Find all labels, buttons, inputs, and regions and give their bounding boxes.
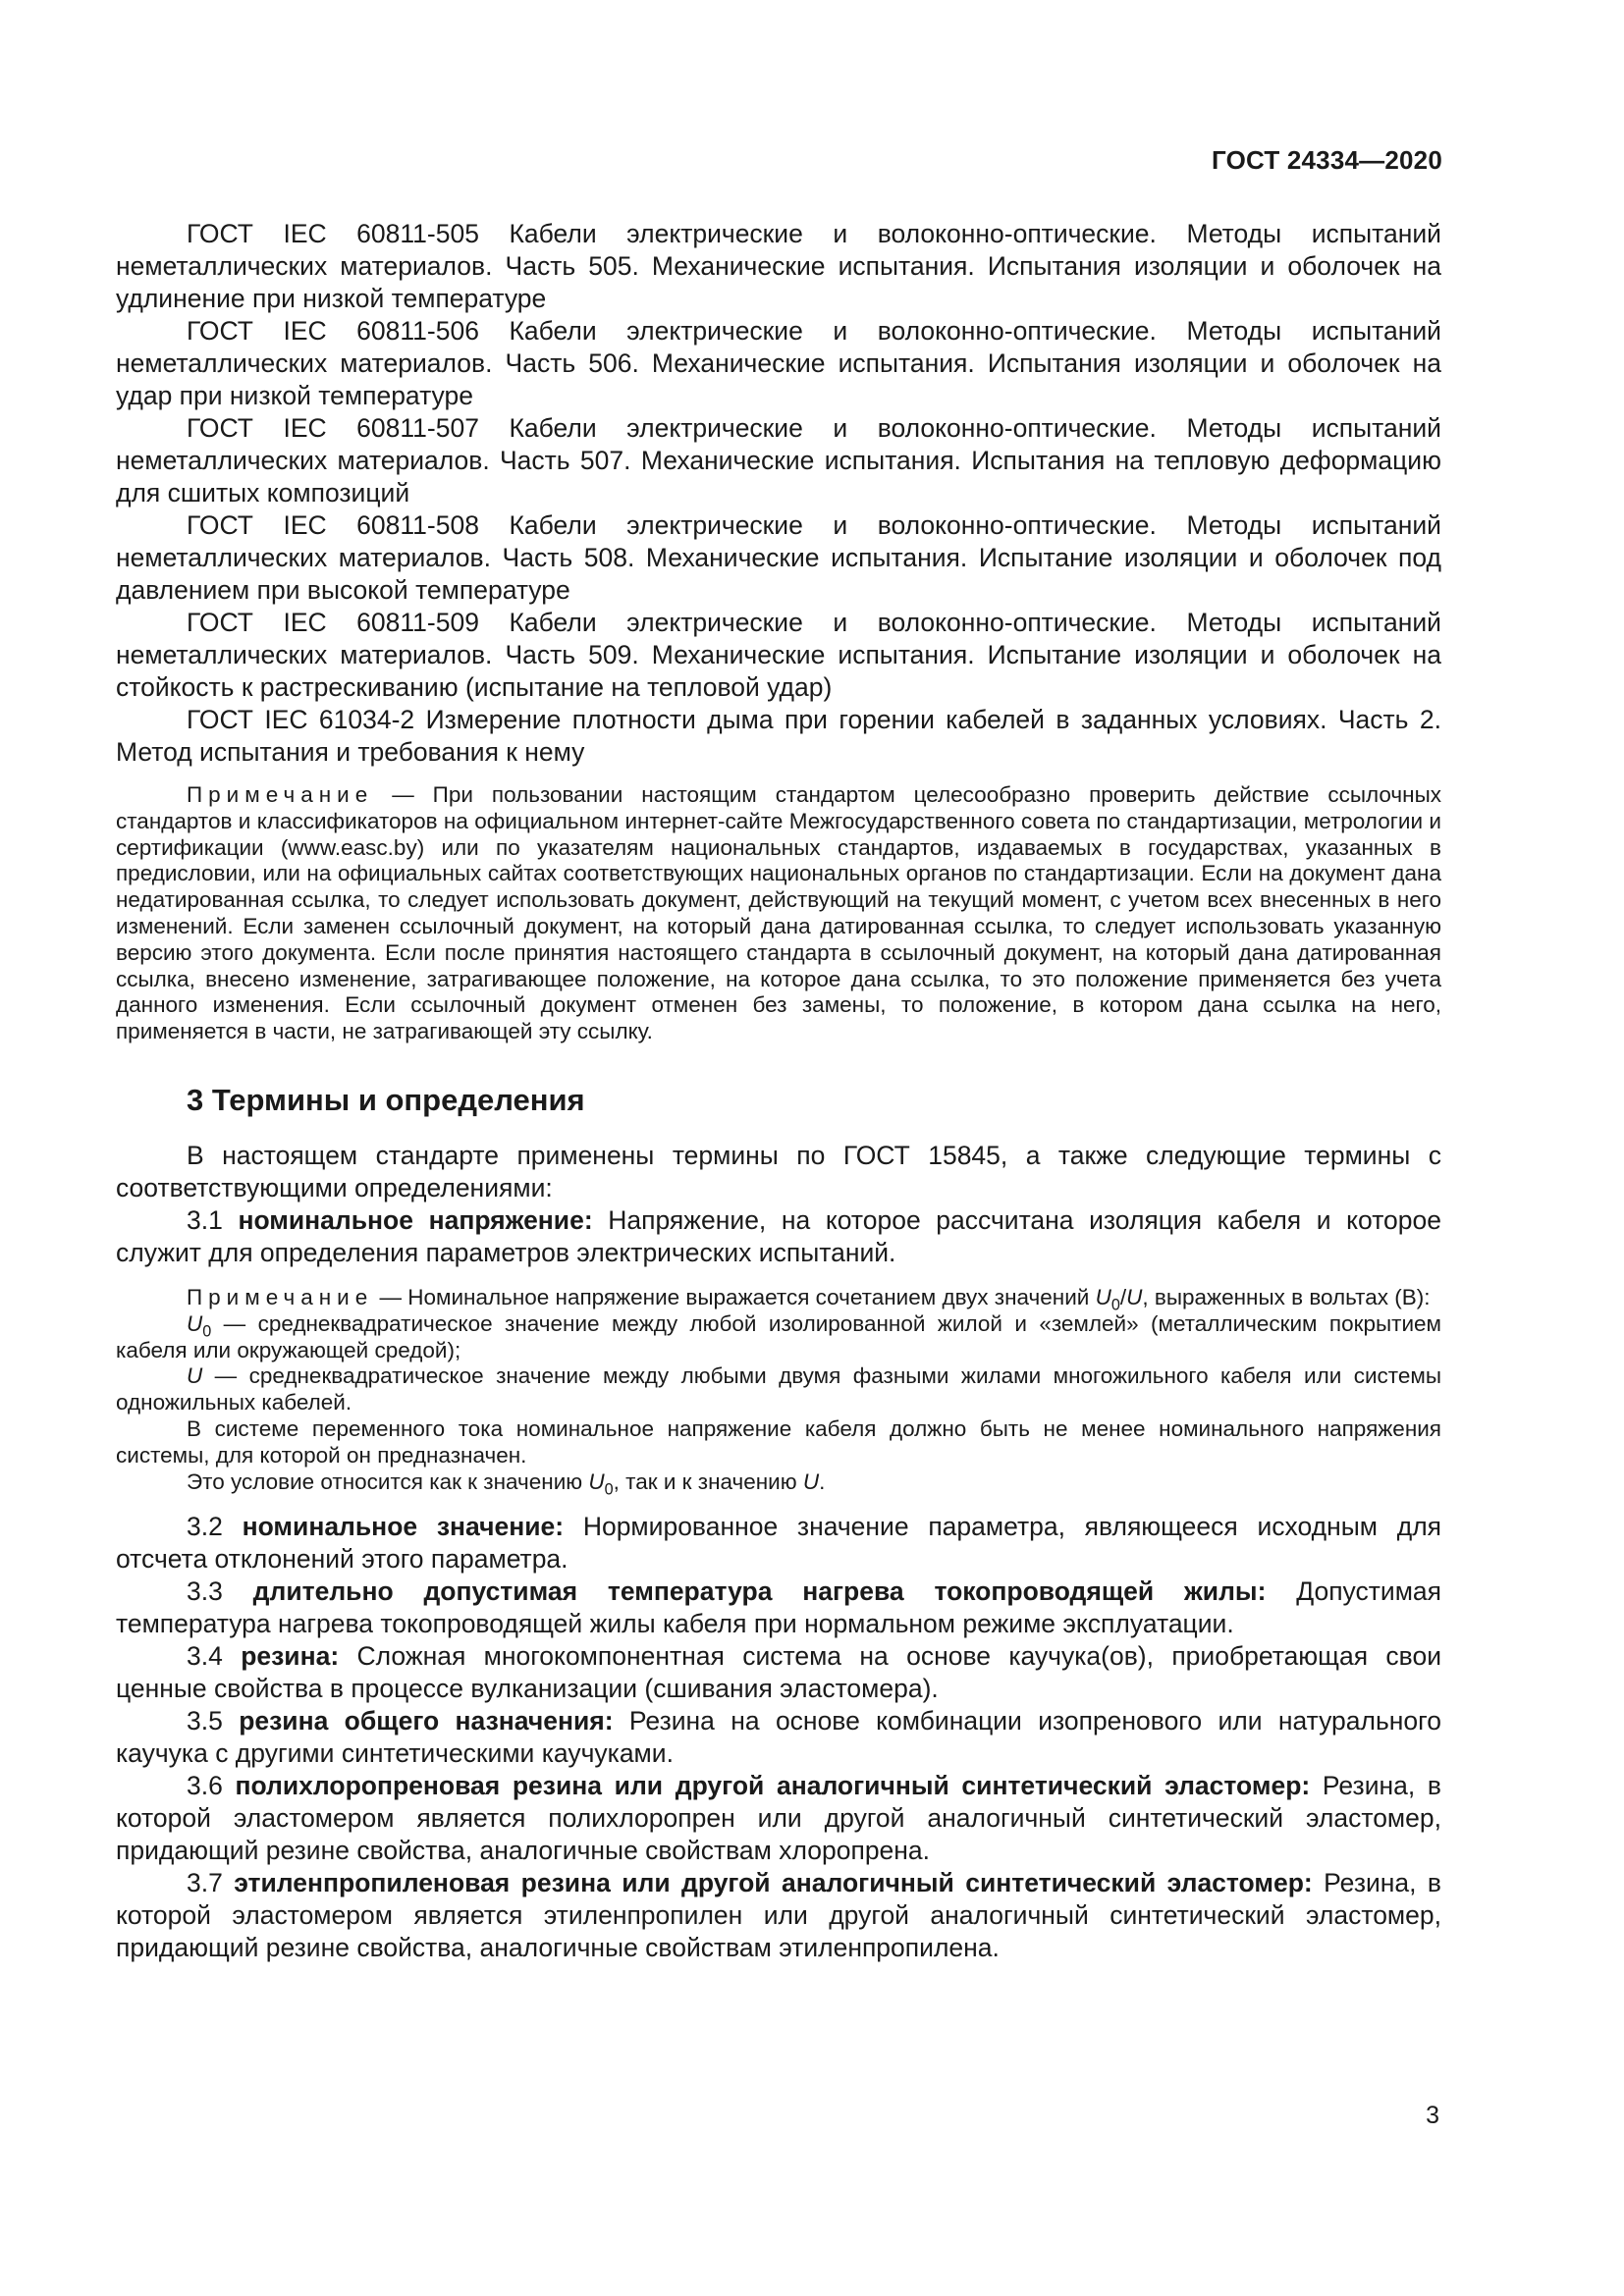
page-number: 3 [1426, 2102, 1439, 2129]
term-definition: Резина, в которой эластомером является полихлоропрен или другой аналогичный синтетический эластомер, придающий резине свойства, аналогичные свойствам хлоропрена. [116, 1771, 1441, 1866]
term-3-5: 3.5 резина общего назначения: Резина на основе комбинации изопренового или натурального каучука с другими синтетическими каучуками. [116, 1706, 1441, 1769]
term-name: полихлоропреновая резина или другой аналогичный синтетический эластомер: [235, 1771, 1311, 1801]
page-content [116, 218, 1441, 1964]
u-definition: U — среднеквадратическое значение между любыми двумя фазными жилами многожильного кабеля или системы одножильных кабелей. [116, 1363, 1441, 1415]
note-label: Примечание [187, 782, 374, 807]
term-definition: Нормированное значение параметра, являющееся исходным для отсчета отклонений этого параметра. [116, 1512, 1442, 1575]
note-paragraph: Это условие относится как к значению $U_0$, так и к значению U. [187, 1468, 826, 1499]
term-3-3: 3.3 длительно допустимая температура нагрева токопроводящей жилы: Допустимая температура нагрева токопроводящей жилы кабеля при нормальном режиме эксплуатации. [116, 1576, 1442, 1639]
term-definition: Резина на основе комбинации изопренового или натурального каучука с другими синтетическими каучуками. [116, 1706, 1441, 1769]
section-title: 3 Термины и определения [187, 1082, 585, 1117]
voltage-note: Примечание — Номинальное напряжение выражается сочетанием двух значений $U_0/U$, выраженных в вольтах (В): $U_0$ — среднеквадратическое значение между любой изолированной жилой и «землей» (металлическим покрытием кабеля или окружающей средой); U — среднеквадратическое значение между любыми двумя фазными жилами многожильного кабеля или системы одножильных кабелей. В системе переменного тока номинальное напряжение кабеля должно быть не менее номинального напряжения системы, для которой он предназначен. Это условие относится как к значению $U_0$, так и к значению U. [116, 1284, 1441, 1499]
reference-entry: ГОСТ IEC 60811-505 Кабели электрические и волоконно-оптические. Методы испытаний неметаллических материалов. Часть 505. Механические испытания. Испытания изоляции и оболочек на удлинение при низкой температуре [116, 219, 1441, 313]
reference-entry: ГОСТ IEC 60811-506 Кабели электрические и волоконно-оптические. Методы испытаний неметаллических материалов. Часть 506. Механические испытания. Испытания изоляции и оболочек на удар при низкой температуре [116, 316, 1441, 410]
note-label: Примечание [187, 1284, 374, 1309]
term-name: резина: [241, 1641, 340, 1672]
note-paragraph: В системе переменного тока номинальное напряжение кабеля должно быть не менее номинального напряжения системы, для которой он предназначен. [116, 1415, 1441, 1468]
term-3-7: 3.7 этиленпропиленовая резина или другой аналогичный синтетический эластомер: Резина, в которой эластомером является этиленпропилен или другой аналогичный синтетический эластомер, придающий резине свойства, аналогичные свойствам этиленпропилена. [116, 1868, 1441, 1963]
reference-entry: ГОСТ IEC 60811-509 Кабели электрические и волоконно-оптические. Методы испытаний неметаллических материалов. Часть 509. Механические испытания. Испытание изоляции и оболочек на стойкость к растрескиванию (испытание на тепловой удар) [116, 608, 1441, 702]
term-name: этиленпропиленовая резина или другой аналогичный синтетический эластомер: [234, 1868, 1313, 1898]
term-name: номинальное напряжение: [238, 1204, 593, 1235]
term-name: резина общего назначения: [239, 1706, 614, 1736]
section-intro: В настоящем стандарте применены термины по ГОСТ 15845, а также следующие термины с соответствующими определениями: [116, 1140, 1441, 1202]
term-3-6: 3.6 полихлоропреновая резина или другой аналогичный синтетический эластомер: Резина, в которой эластомером является полихлоропрен или другой аналогичный синтетический эластомер, придающий резине свойства, аналогичные свойствам хлоропрена. [116, 1771, 1441, 1866]
reference-entry: ГОСТ IEC 60811-508 Кабели электрические и волоконно-оптические. Методы испытаний неметаллических материалов. Часть 508. Механические испытания. Испытание изоляции и оболочек под давлением при высокой температуре [116, 510, 1441, 605]
term-name: длительно допустимая температура нагрева токопроводящей жилы: [252, 1576, 1267, 1607]
u0-definition: $U_0$ — среднеквадратическое значение между любой изолированной жилой и «землей» (металлическим покрытием кабеля или окружающей средой); [116, 1310, 1441, 1362]
term-name: номинальное значение: [242, 1512, 565, 1542]
references-note [116, 782, 1441, 1045]
term-3-4: 3.4 резина: Сложная многокомпонентная система на основе каучука(ов), приобретающая свои ценные свойства в процессе вулканизации (сшивания эластомера). [116, 1641, 1441, 1704]
reference-entry: ГОСТ IEC 61034-2 Измерение плотности дыма при горении кабелей в заданных условиях. Часть 2. Метод испытания и требования к нему [116, 705, 1441, 767]
term-definition: Сложная многокомпонентная система на основе каучука(ов), приобретающая свои ценные свойства в процессе вулканизации (сшивания эластомера). [116, 1641, 1441, 1704]
reference-entry: ГОСТ IEC 60811-507 Кабели электрические и волоконно-оптические. Методы испытаний неметаллических материалов. Часть 507. Механические испытания. Испытания на тепловую деформацию для сшитых композиций [116, 413, 1441, 507]
term-number: 3.1 [187, 1204, 239, 1235]
document-header: ГОСТ 24334—2020 [1212, 145, 1442, 175]
term-3-2: 3.2 номинальное значение: Нормированное значение параметра, являющееся исходным для отсчета отклонений этого параметра. [116, 1512, 1442, 1575]
term-definition: Резина, в которой эластомером является этиленпропилен или другой аналогичный синтетический эластомер, придающий резине свойства, аналогичные свойствам этиленпропилена. [116, 1868, 1441, 1963]
note-text: — При пользовании настоящим стандартом целесообразно проверить действие ссылочных стандартов и классификаторов на официальном интернет-сайте Межгосударственного совета по стандартизации, метрологии и сертификации (www.easc.by) или по указателям национальных стандартов, издаваемых в государствах, указанных в предисловии, или на официальных сайтах соответствующих национальных органов по стандартизации. Если на документ дана недатированная ссылка, то следует использовать документ, действующий на текущий момент, с учетом всех внесенных в него изменений. Если заменен ссылочный документ, на который дана датированная ссылка, то следует использовать указанную версию этого документа. Если после принятия настоящего стандарта в ссылочный документ, на который дана датированная ссылка, внесено изменение, затрагивающее положение, на которое дана ссылка, то это положение применяется без учета данного изменения. Если ссылочный документ отменен без замены, то положение, в котором дана ссылка на него, применяется в части, не затрагивающей эту ссылку. [116, 782, 1441, 1044]
term-definition: Допустимая температура нагрева токопроводящей жилы кабеля при нормальном режиме эксплуатации. [116, 1576, 1442, 1639]
term-definition: Напряжение, на которое рассчитана изоляция кабеля и которое служит для определения параметров электрических испытаний. [116, 1204, 1441, 1267]
term-3-1 [116, 1204, 1441, 1269]
